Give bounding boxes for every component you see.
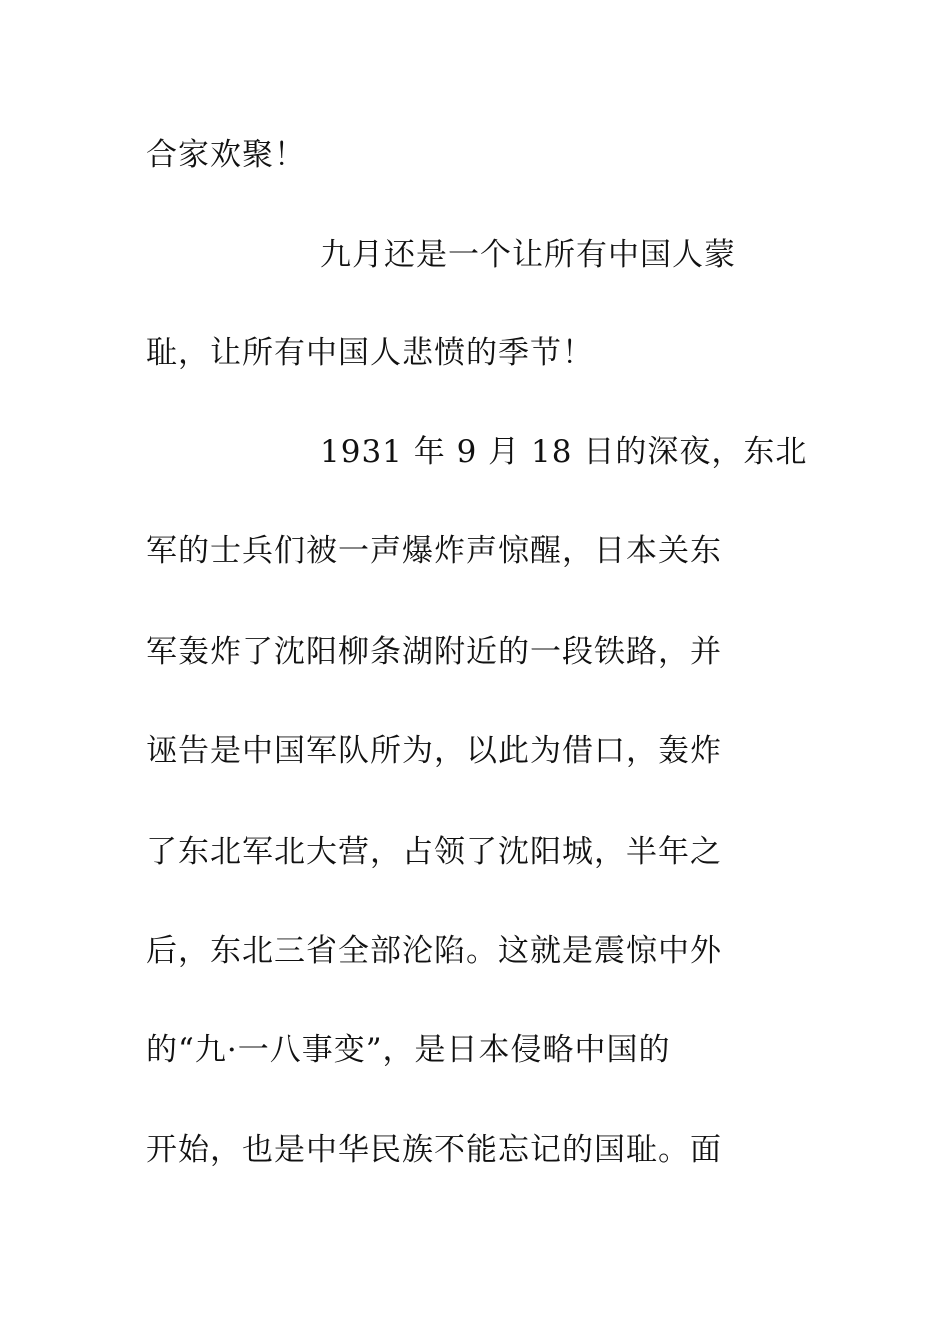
text-line: 军轰炸了沈阳柳条湖附近的一段铁路，并 <box>146 634 722 670</box>
text-line: 合家欢聚！ <box>146 137 306 173</box>
text-line: 诬告是中国军队所为，以此为借口，轰炸 <box>146 733 722 769</box>
text-line: 军的士兵们被一声爆炸声惊醒，日本关东 <box>146 533 722 569</box>
text-line: 的“九·一八事变”，是日本侵略中国的 <box>146 1032 671 1068</box>
text-line: 耻，让所有中国人悲愤的季节！ <box>146 335 594 371</box>
text-line: 开始，也是中华民族不能忘记的国耻。面 <box>146 1132 722 1168</box>
text-line: 1931 年 9 月 18 日的深夜，东北 <box>320 434 808 470</box>
text-line: 九月还是一个让所有中国人蒙 <box>320 237 736 273</box>
text-line: 后，东北三省全部沦陷。这就是震惊中外 <box>146 933 722 969</box>
text-line: 了东北军北大营，占领了沈阳城，半年之 <box>146 834 722 870</box>
